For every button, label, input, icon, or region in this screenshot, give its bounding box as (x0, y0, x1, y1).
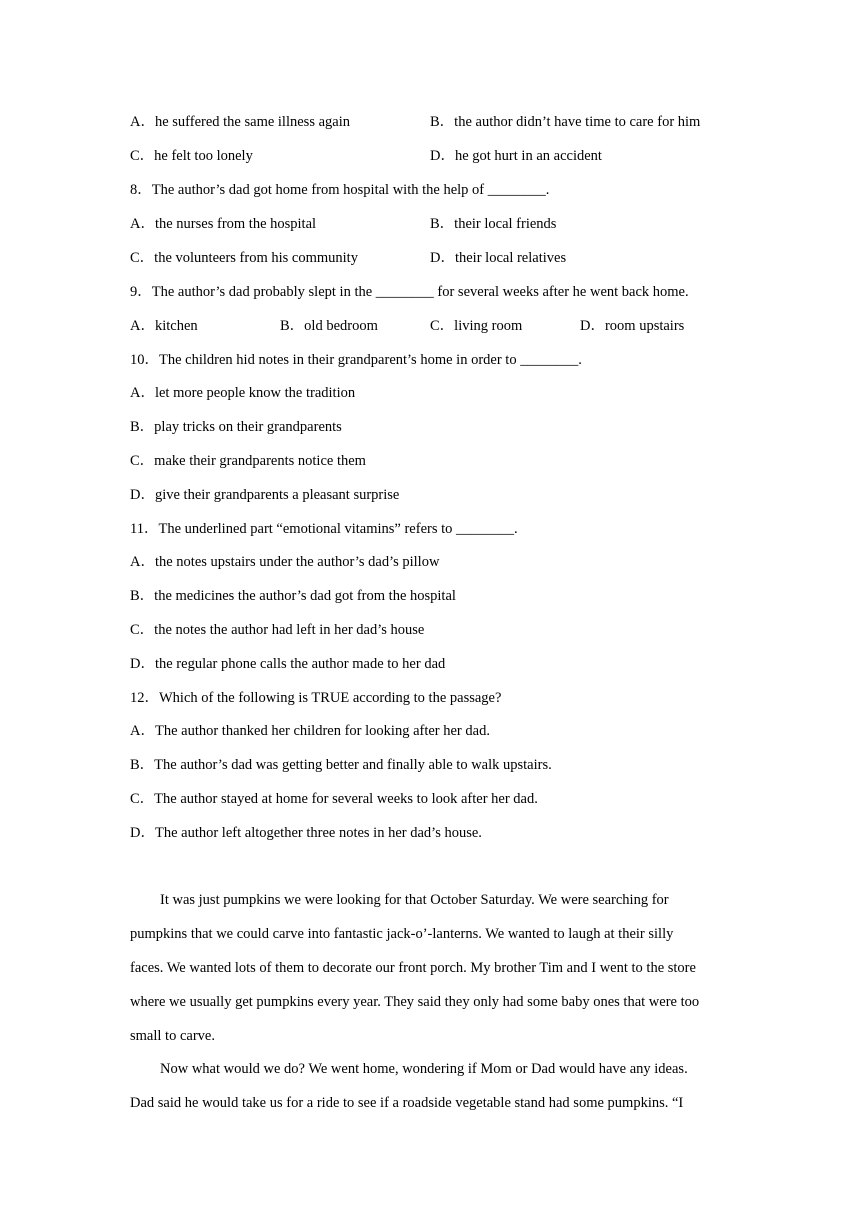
q7-option-a: A．he suffered the same illness again (130, 114, 350, 130)
q12-stem: 12．Which of the following is TRUE according to the passage? (130, 690, 502, 706)
q10-stem: 10．The children hid notes in their grandparent’s home in order to ________. (130, 352, 582, 368)
q7-option-b: B．the author didn’t have time to care for him (430, 114, 701, 130)
passage-line: Now what would we do? We went home, wondering if Mom or Dad would have any ideas. (160, 1061, 688, 1077)
q8-option-d: D．their local relatives (430, 250, 567, 266)
q11-stem: 11．The underlined part “emotional vitamins” refers to ________. (130, 521, 518, 537)
q12-option-d: D．The author left altogether three notes in her dad’s house. (130, 825, 482, 841)
q9-option-b: B．old bedroom (280, 318, 378, 334)
passage-line: where we usually get pumpkins every year. They said they only had some baby ones that were too (130, 994, 700, 1010)
q8-option-c: C．the volunteers from his community (130, 250, 358, 266)
q12-option-b: B．The author’s dad was getting better and finally able to walk upstairs. (130, 757, 552, 773)
q11-option-a: A．the notes upstairs under the author’s dad’s pillow (130, 554, 440, 570)
q12-option-c: C．The author stayed at home for several weeks to look after her dad. (130, 791, 538, 807)
q10-option-a: A．let more people know the tradition (130, 385, 356, 401)
passage-line: Dad said he would take us for a ride to see if a roadside vegetable stand had some pumpkins. “I (130, 1095, 684, 1111)
passage-line: small to carve. (130, 1028, 215, 1044)
q9-stem: 9．The author’s dad probably slept in the ________ for several weeks after he went back home. (130, 284, 689, 300)
q8-option-b: B．their local friends (430, 216, 557, 232)
q9-option-a: A．kitchen (130, 318, 198, 334)
q11-option-d: D．the regular phone calls the author made to her dad (130, 656, 446, 672)
q9-option-d: D．room upstairs (580, 318, 685, 334)
q7-option-c: C．he felt too lonely (130, 148, 253, 164)
q10-option-d: D．give their grandparents a pleasant surprise (130, 487, 400, 503)
q7-option-d: D．he got hurt in an accident (430, 148, 602, 164)
passage-line: faces. We wanted lots of them to decorate our front porch. My brother Tim and I went to the store (130, 960, 696, 976)
q8-stem: 8．The author’s dad got home from hospital with the help of ________. (130, 182, 550, 198)
q10-option-b: B．play tricks on their grandparents (130, 419, 342, 435)
passage-line: It was just pumpkins we were looking for that October Saturday. We were searching for (160, 892, 669, 908)
q10-option-c: C．make their grandparents notice them (130, 453, 366, 469)
q9-option-c: C．living room (430, 318, 523, 334)
q11-option-c: C．the notes the author had left in her dad’s house (130, 622, 425, 638)
q11-option-b: B．the medicines the author’s dad got from the hospital (130, 588, 456, 604)
passage-line: pumpkins that we could carve into fantastic jack-o’-lanterns. We wanted to laugh at their silly (130, 926, 674, 942)
q8-option-a: A．the nurses from the hospital (130, 216, 317, 232)
q12-option-a: A．The author thanked her children for looking after her dad. (130, 723, 490, 739)
